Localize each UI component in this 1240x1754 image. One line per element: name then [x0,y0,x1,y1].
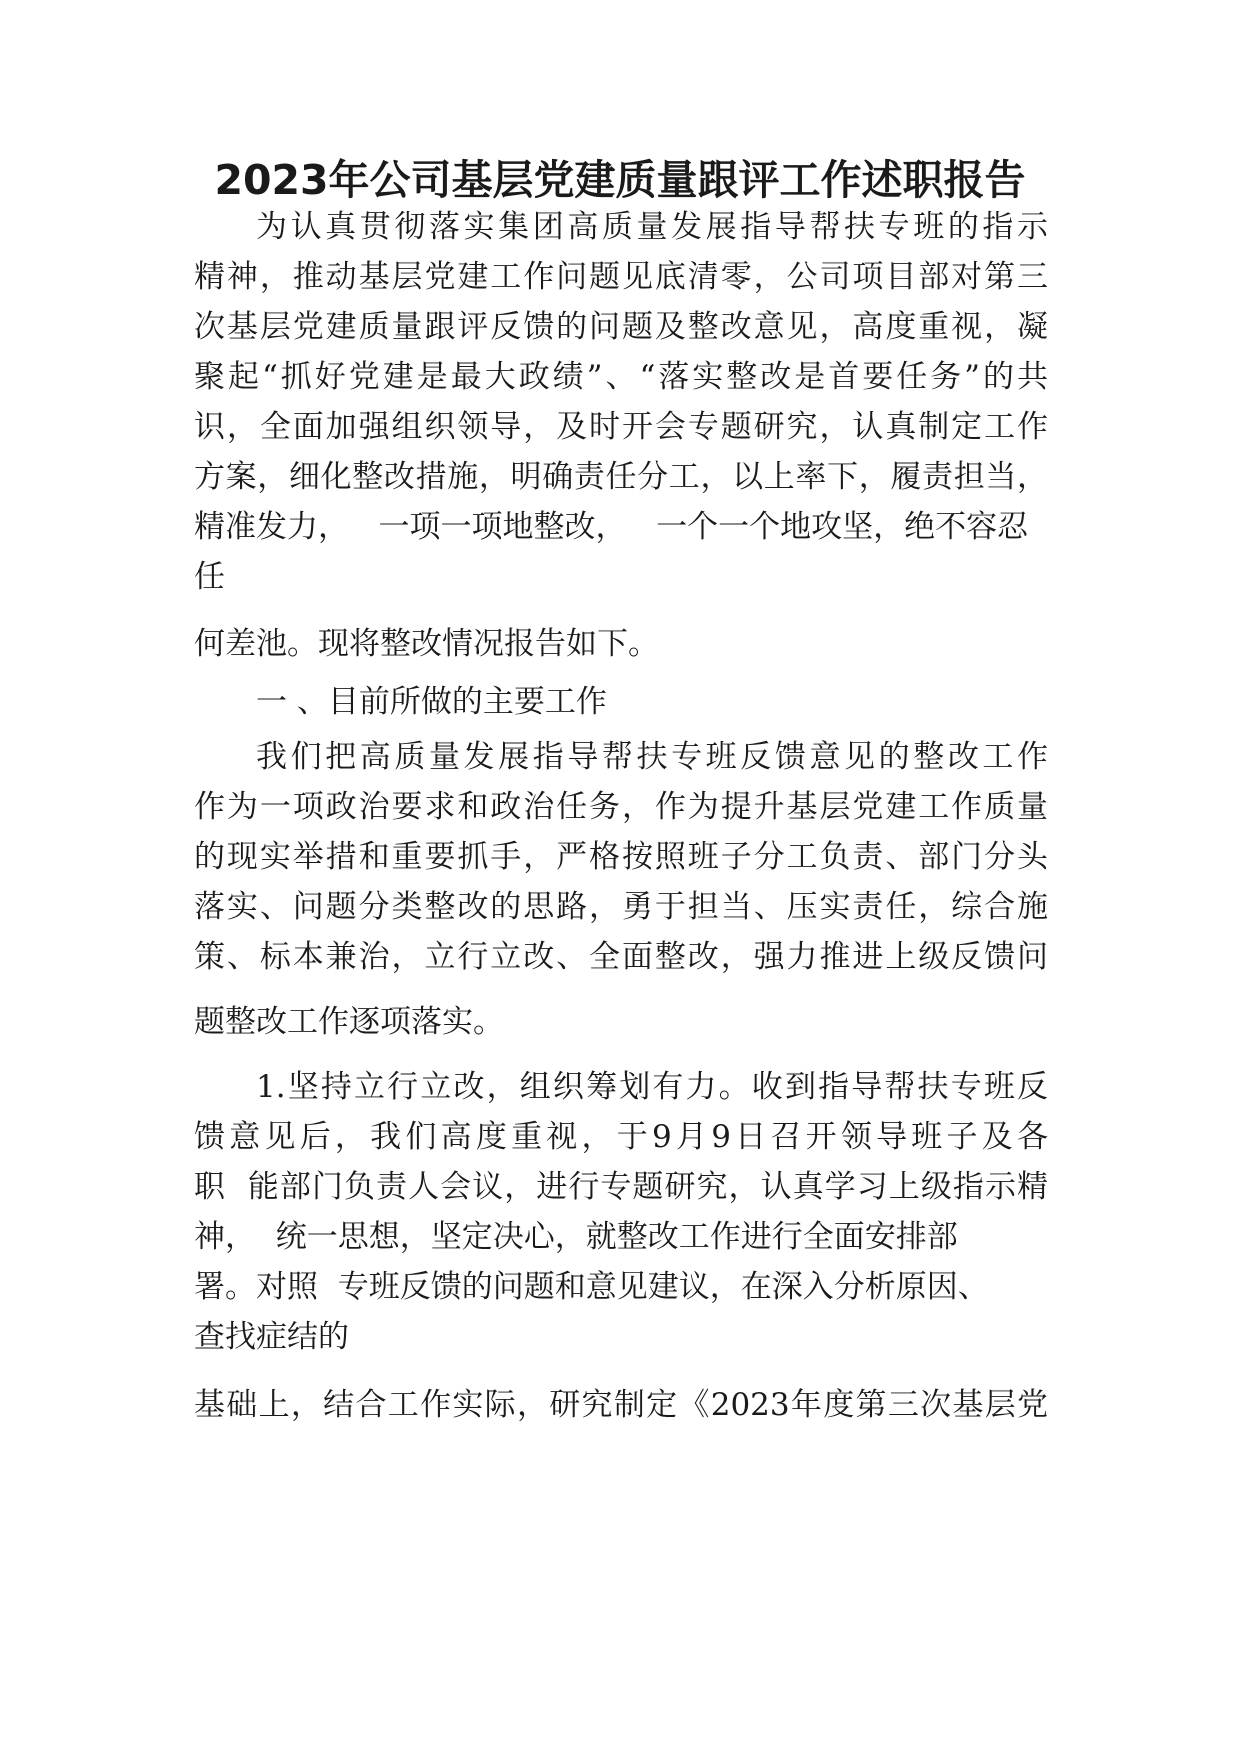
body-line-14: 落实、问题分类整改的思路，勇于担当、压实责任，综合施 [194,889,1048,925]
body-line-16: 题整改工作逐项落实。 [194,1004,504,1040]
section-heading: 一 、目前所做的主要工作 [256,684,607,720]
body-line-9: 何差池。现将整改情况报告如下。 [194,626,659,662]
body-line-19: 职 能部门负责人会议，进行专题研究，认真学习上级指示精 [194,1169,1048,1205]
body-line-13: 的现实举措和重要抓手，严格按照班子分工负责、部门分头 [194,839,1048,875]
body-line-15: 策、标本兼治，立行立改、全面整改，强力推进上级反馈问 [194,939,1048,975]
document-title: 2023年公司基层党建质量跟评工作述职报告 [214,156,1026,204]
body-line-5: 识，全面加强组织领导，及时开会专题研究，认真制定工作 [194,409,1048,445]
body-line-1: 为认真贯彻落实集团高质量发展指导帮扶专班的指示 [256,209,1048,245]
body-line-8: 任 [194,559,225,595]
body-line-21: 署。对照 专班反馈的问题和意见建议，在深入分析原因、 [194,1269,989,1305]
body-line-20: 神， 统一思想，坚定决心，就整改工作进行全面安排部 [194,1219,958,1255]
body-line-7: 精准发力， 一项一项地整改， 一个一个地攻坚，绝不容忍 [194,509,1029,545]
body-line-6: 方案，细化整改措施，明确责任分工，以上率下，履责担当， [194,459,1048,495]
body-line-2: 精神，推动基层党建工作问题见底清零，公司项目部对第三 [194,259,1048,295]
body-line-18: 馈意见后，我们高度重视，于9月9日召开领导班子及各 [194,1119,1048,1155]
body-line-23: 基础上，结合工作实际，研究制定《2023年度第三次基层党 [194,1387,1048,1423]
body-line-22: 查找症结的 [194,1319,349,1355]
body-line-11: 我们把高质量发展指导帮扶专班反馈意见的整改工作 [256,739,1048,775]
body-line-3: 次基层党建质量跟评反馈的问题及整改意见，高度重视，凝 [194,309,1048,345]
body-line-4: 聚起“抓好党建是最大政绩”、“落实整改是首要任务”的共 [194,359,1048,395]
body-line-17: 1.坚持立行立改，组织筹划有力。收到指导帮扶专班反 [256,1069,1048,1105]
body-line-12: 作为一项政治要求和政治任务，作为提升基层党建工作质量 [194,789,1048,825]
